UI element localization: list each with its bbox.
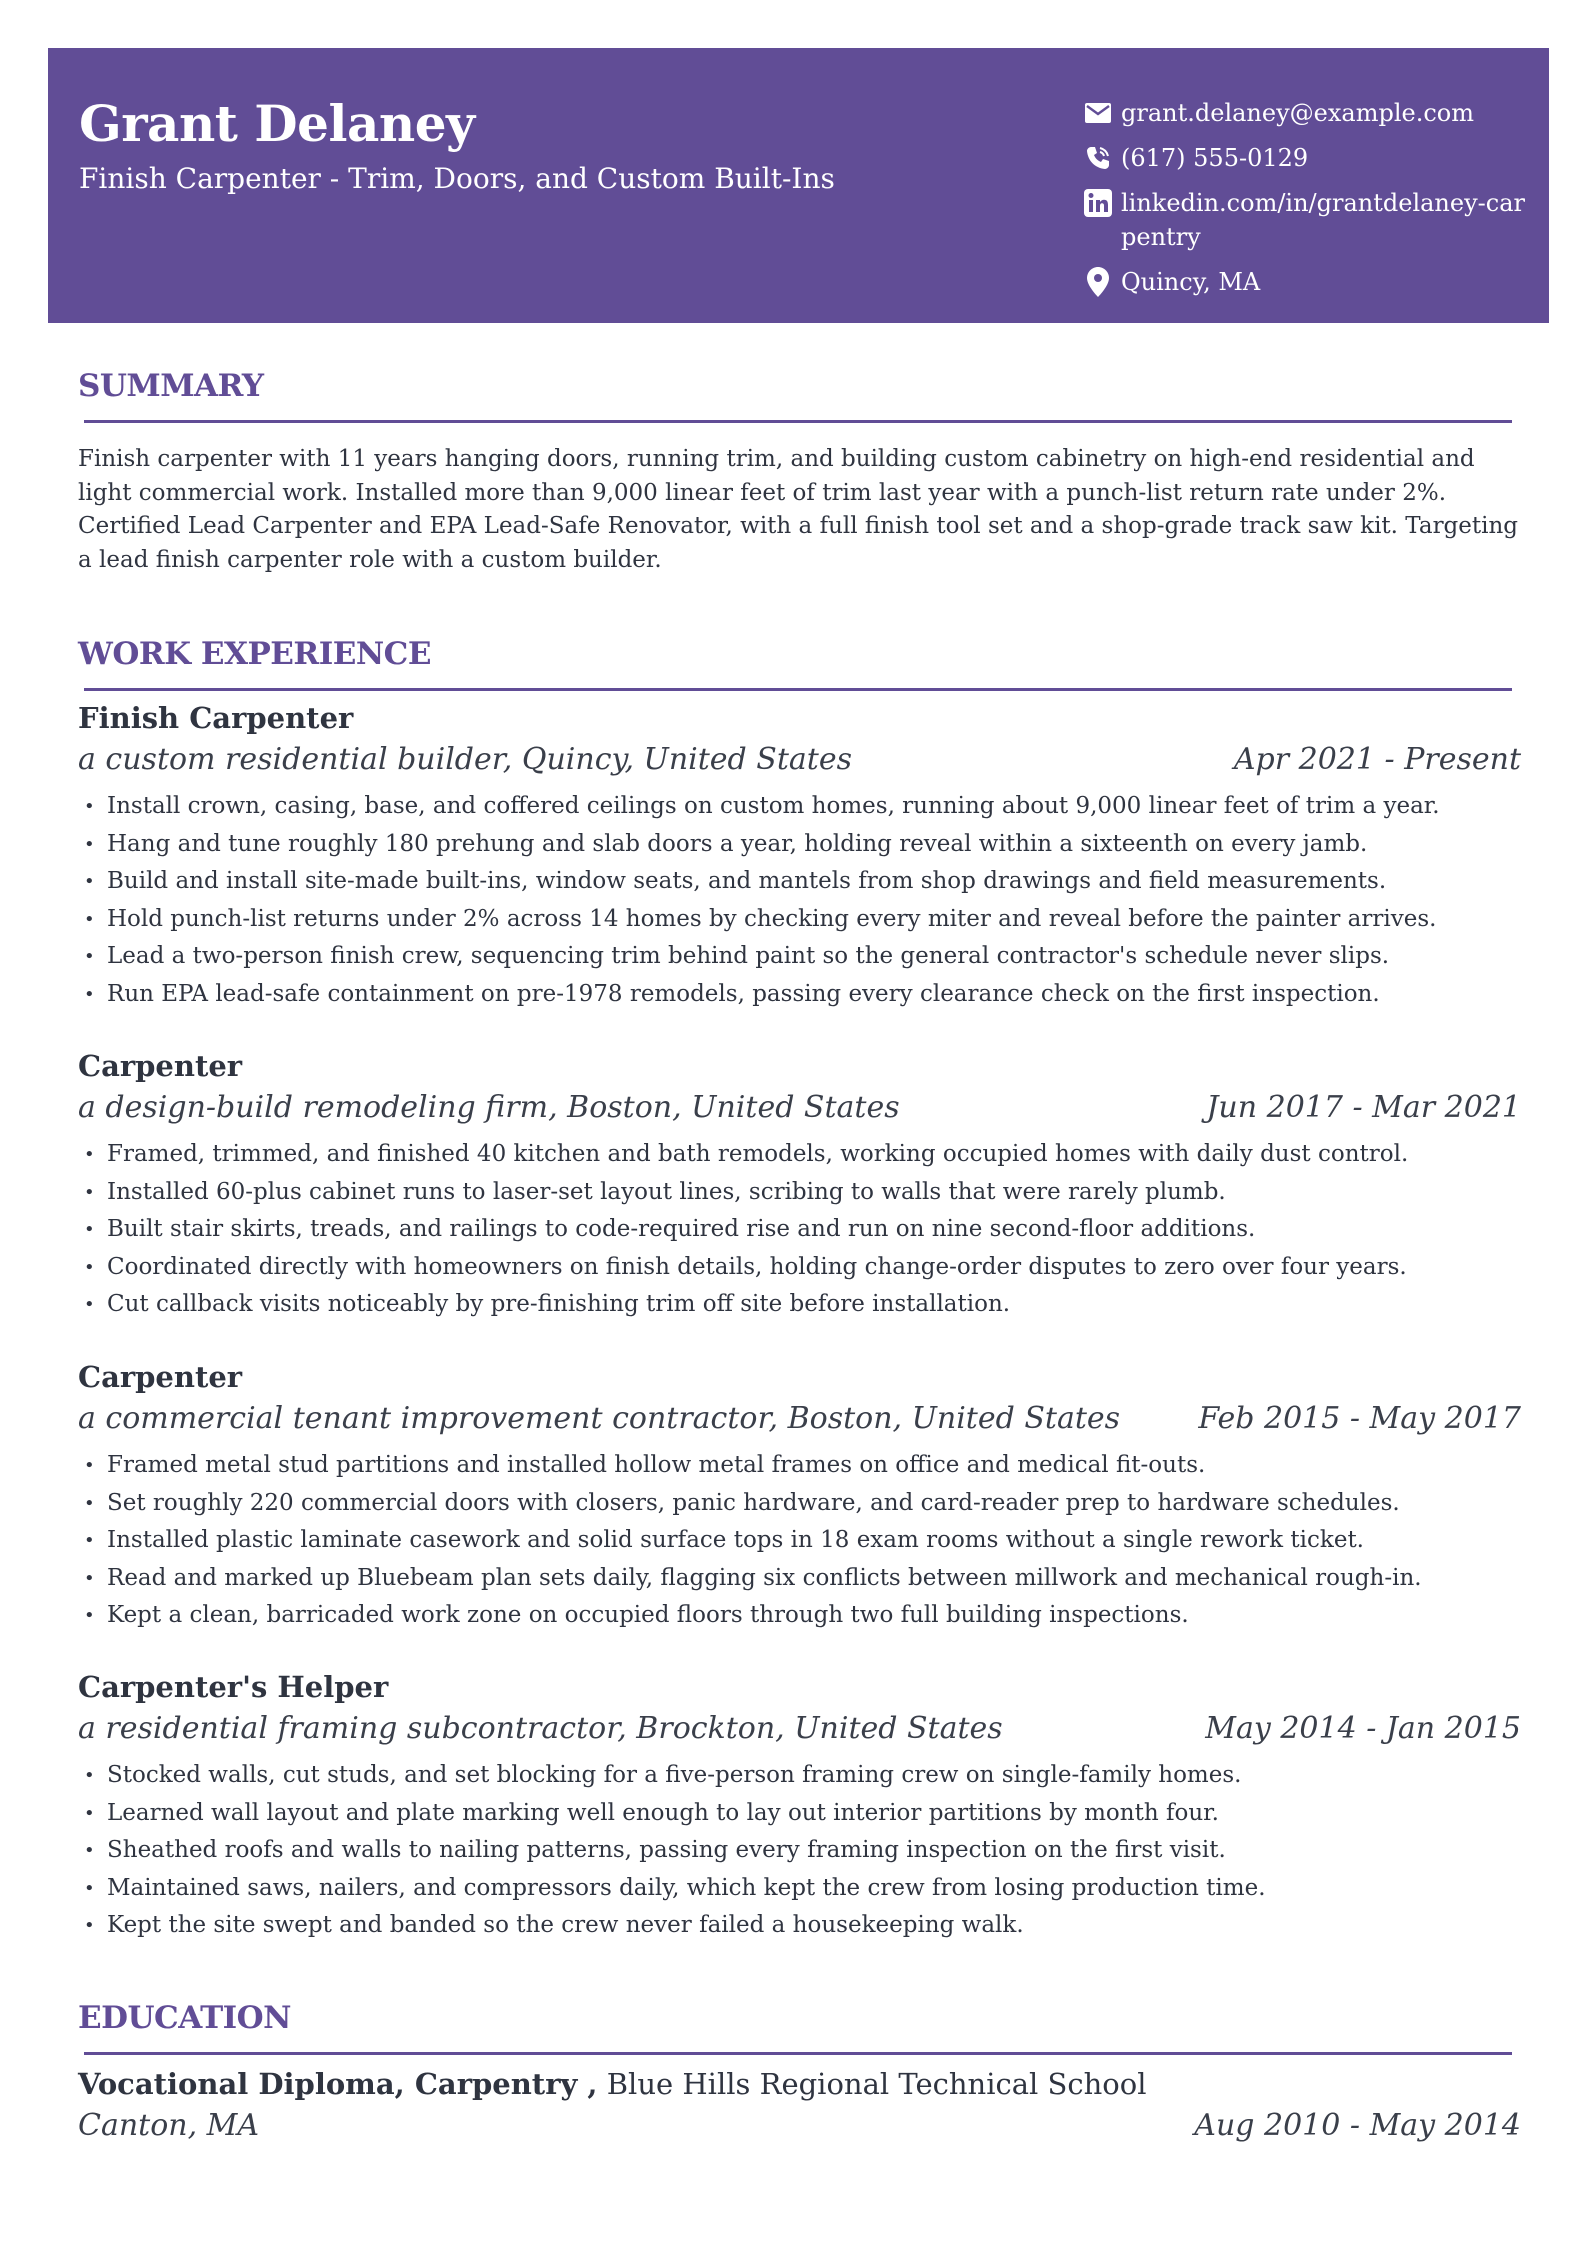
job-bullet: • Framed, trimmed, and finished 40 kitchen and bath remodels, working occupied homes with daily dust control. [84,1136,1524,1174]
job-bullet: • Read and marked up Bluebeam plan sets daily, flagging six conflicts between millwork and mechanical rough-in. [84,1560,1524,1598]
job-meta [78,1711,1521,1746]
job-title: Carpenter's Helper [78,1670,389,1704]
job-meta [78,1090,1521,1125]
job-bullet: • Lead a two-person finish crew, sequencing trim behind paint so the general contractor's schedule never slips. [84,938,1524,976]
education-meta [78,2108,1521,2143]
job-company: a custom residential builder, Quincy, United States [78,742,852,777]
summary-divider [84,420,1512,423]
location-icon [1083,265,1113,299]
job-meta [78,1401,1521,1436]
job-bullets [84,1757,1524,1945]
job-dates: Feb 2015 - May 2017 [1198,1401,1521,1436]
job-company: a residential framing subcontractor, Brockton, United States [78,1711,1003,1746]
job-bullet: • Hold punch-list returns under 2% across 14 homes by checking every miter and reveal before the painter arrives. [84,901,1524,939]
education-heading: EDUCATION [78,2000,291,2036]
contact-phone-text: (617) 555-0129 [1121,144,1309,172]
job-bullet: • Kept the site swept and banded so the crew never failed a housekeeping walk. [84,1907,1524,1945]
contact-email[interactable] [1083,96,1533,130]
job-title: Carpenter [78,1360,243,1394]
experience-heading: WORK EXPERIENCE [78,636,431,672]
contact-linkedin-text: linkedin.com/in/grantdelaney-carpentry [1121,189,1525,251]
contact-location [1083,265,1533,299]
job-meta [78,742,1521,777]
job-title: Carpenter [78,1049,243,1083]
contact-phone[interactable] [1083,141,1533,175]
contact-location-text: Quincy, MA [1121,268,1261,296]
job-bullet: • Sheathed roofs and walls to nailing patterns, passing every framing inspection on the first visit. [84,1832,1524,1870]
job-bullets [84,788,1524,1013]
job-bullet: • Kept a clean, barricaded work zone on occupied floors through two full building inspections. [84,1597,1524,1635]
job-dates: Jun 2017 - Mar 2021 [1206,1090,1521,1125]
contact-list [1083,96,1533,310]
job-company: a commercial tenant improvement contractor, Boston, United States [78,1401,1121,1436]
job-title: Finish Carpenter [78,701,354,735]
candidate-tagline: Finish Carpenter - Trim, Doors, and Custom Built-Ins [79,162,835,195]
contact-linkedin[interactable] [1083,186,1533,254]
email-icon [1083,96,1113,130]
education-divider [84,2052,1512,2055]
job-company: a design-build remodeling firm, Boston, United States [78,1090,900,1125]
job-bullets [84,1447,1524,1635]
job-bullet: • Hang and tune roughly 180 prehung and slab doors a year, holding reveal within a sixteenth on every jamb. [84,826,1524,864]
job-bullet: • Run EPA lead-safe containment on pre-1978 remodels, passing every clearance check on the first inspection. [84,976,1524,1014]
education-location: Canton, MA [78,2108,260,2143]
job-bullet: • Set roughly 220 commercial doors with closers, panic hardware, and card-reader prep to hardware schedules. [84,1485,1524,1523]
job-bullets [84,1136,1524,1324]
job-bullet: • Built stair skirts, treads, and railings to code-required rise and run on nine second-floor additions. [84,1211,1524,1249]
resume-header [48,48,1549,323]
experience-divider [84,688,1512,691]
education-school: Blue Hills Regional Technical School [597,2067,1147,2101]
summary-text: Finish carpenter with 11 years hanging doors, running trim, and building custom cabinetry on high-end residential and light commercial work. Installed more than 9,000 linear feet of trim last year with a punch-list return rate under 2%. Certified Lead Carpenter and EPA Lead-Safe Renovator, with a full finish tool set and a shop-grade track saw kit. Targeting a lead finish carpenter role with a custom builder. [78,446,1519,573]
job-bullet: • Build and install site-made built-ins, window seats, and mantels from shop drawings and field measurements. [84,863,1524,901]
linkedin-icon [1083,186,1113,220]
job-bullet: • Install crown, casing, base, and coffered ceilings on custom homes, running about 9,000 linear feet of trim a year. [84,788,1524,826]
job-bullet: • Framed metal stud partitions and installed hollow metal frames on office and medical fit-outs. [84,1447,1524,1485]
job-bullet: • Cut callback visits noticeably by pre-finishing trim off site before installation. [84,1286,1524,1324]
job-bullet: • Maintained saws, nailers, and compressors daily, which kept the crew from losing production time. [84,1870,1524,1908]
job-bullet: • Installed plastic laminate casework and solid surface tops in 18 exam rooms without a single rework ticket. [84,1522,1524,1560]
job-dates: Apr 2021 - Present [1233,742,1521,777]
job-bullet: • Learned wall layout and plate marking well enough to lay out interior partitions by month four. [84,1795,1524,1833]
education-dates: Aug 2010 - May 2014 [1194,2108,1521,2143]
job-bullet: • Stocked walls, cut studs, and set blocking for a five-person framing crew on single-family homes. [84,1757,1524,1795]
contact-email-text: grant.delaney@example.com [1121,99,1474,127]
candidate-name: Grant Delaney [79,94,475,153]
job-dates: May 2014 - Jan 2015 [1205,1711,1521,1746]
phone-icon [1083,141,1113,175]
education-degree: Vocational Diploma, Carpentry , [78,2067,598,2101]
education-entry [78,2067,1147,2101]
summary-heading: SUMMARY [78,368,264,404]
job-bullet: • Installed 60-plus cabinet runs to laser-set layout lines, scribing to walls that were rarely plumb. [84,1174,1524,1212]
job-bullet: • Coordinated directly with homeowners on finish details, holding change-order disputes to zero over four years. [84,1249,1524,1287]
